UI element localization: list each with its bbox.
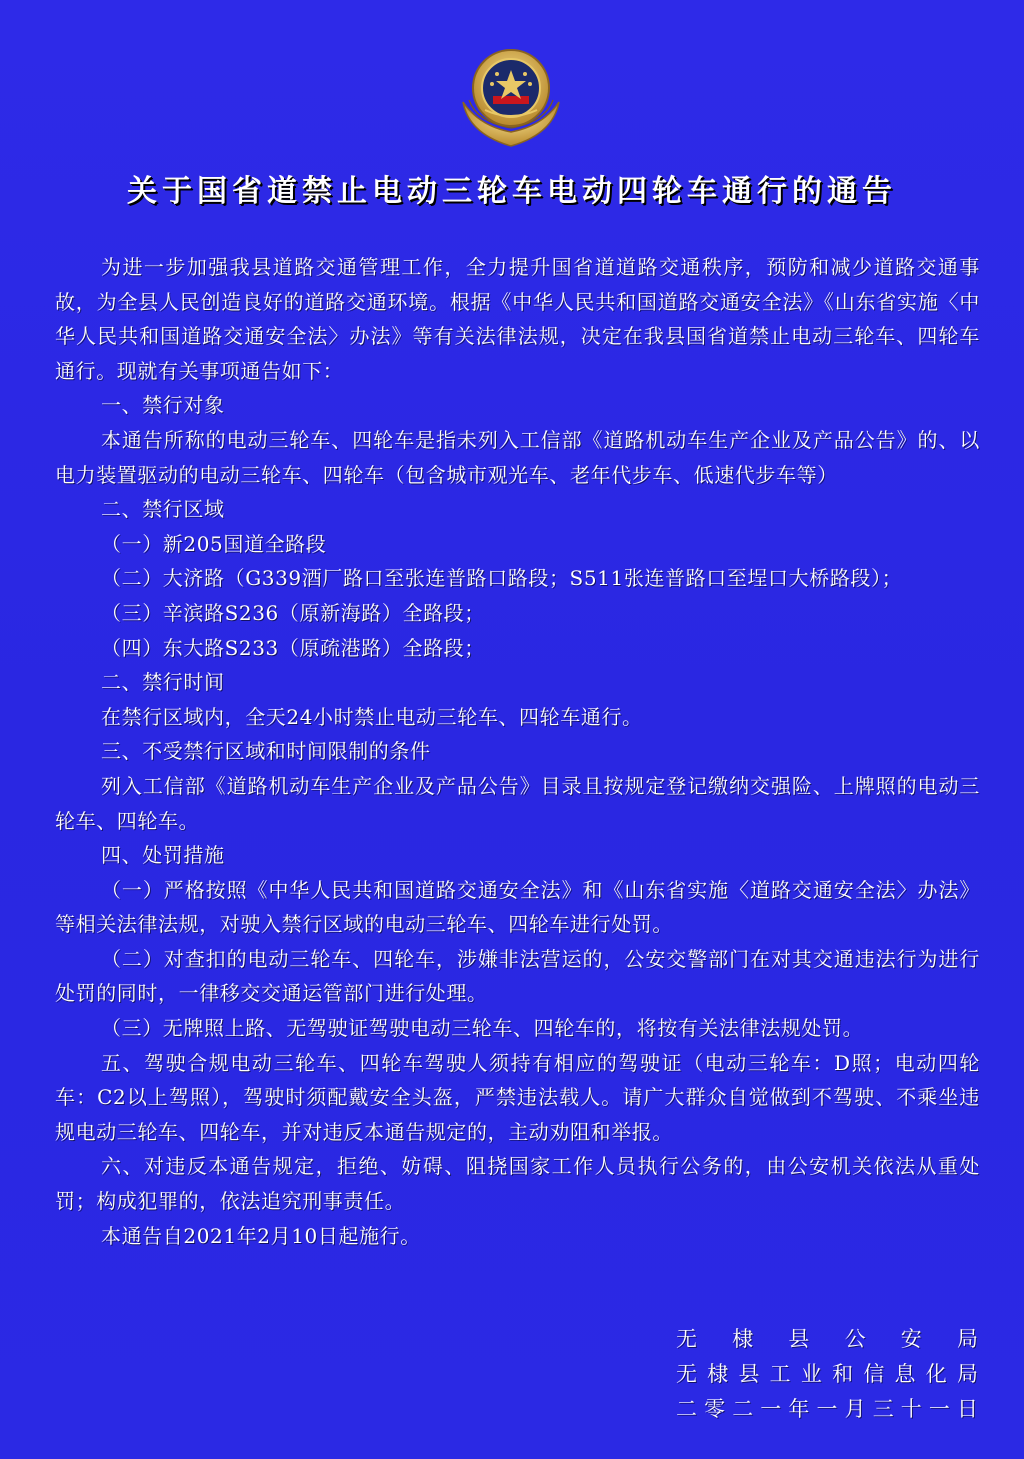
- paragraph-section-5: 五、驾驶合规电动三轮车、四轮车驾驶人须持有相应的驾驶证（电动三轮车：D照；电动四轮车：C2以上驾照），驾驶时须配戴安全头盔，严禁违法载人。请广大群众自觉做到不驾驶、不乘坐违规电动三轮车、四轮车，并对违反本通告规定的，主动劝阻和举报。: [55, 1050, 980, 1144]
- police-emblem-icon: [455, 42, 567, 150]
- list-item-penalty-2: （二）对查扣的电动三轮车、四轮车，涉嫌非法营运的，公安交警部门在对其交通违法行为进行处罚的同时，一律移交交通运管部门进行处理。: [55, 946, 980, 1006]
- list-item-area-3: （三）辛滨路S236（原新海路）全路段；: [101, 600, 485, 625]
- paragraph-section-6: 六、对违反本通告规定，拒绝、妨碍、阻挠国家工作人员执行公务的，由公安机关依法从重处罚；构成犯罪的，依法追究刑事责任。: [55, 1154, 980, 1214]
- signatory-industry-bureau: 无棣县工业和信息化局: [676, 1362, 978, 1386]
- section-heading-time: 二、禁行时间: [101, 670, 225, 695]
- section-heading-1: 一、禁行对象: [101, 393, 225, 418]
- paragraph-section-3: 列入工信部《道路机动车生产企业及产品公告》目录且按规定登记缴纳交强险、上牌照的电动三轮车、四轮车。: [55, 773, 980, 833]
- section-heading-3: 三、不受禁行区域和时间限制的条件: [101, 739, 431, 764]
- notice-title: 关于国省道禁止电动三轮车电动四轮车通行的通告: [127, 174, 897, 209]
- list-item-penalty-1: （一）严格按照《中华人民共和国道路交通安全法》和《山东省实施〈道路交通安全法〉办法》等相关法律法规，对驶入禁行区域的电动三轮车、四轮车进行处罚。: [55, 877, 980, 937]
- signature-block: [676, 1322, 978, 1427]
- paragraph-section-1: 本通告所称的电动三轮车、四轮车是指未列入工信部《道路机动车生产企业及产品公告》的、以电力装置驱动的电动三轮车、四轮车（包含城市观光车、老年代步车、低速代步车等）: [55, 427, 980, 487]
- list-item-area-4: （四）东大路S233（原疏港路）全路段；: [101, 635, 485, 660]
- paragraph-effective-date: 本通告自2021年2月10日起施行。: [101, 1223, 421, 1248]
- list-item-area-2: （二）大济路（G339酒厂路口至张连普路口路段；S511张连普路口至埕口大桥路段）；: [101, 566, 903, 591]
- signature-date: 二零二一年一月三十一日: [676, 1397, 978, 1421]
- section-heading-2: 二、禁行区域: [101, 497, 225, 522]
- paragraph-intro: 为进一步加强我县道路交通管理工作，全力提升国省道道路交通秩序，预防和减少道路交通事故，为全县人民创造良好的道路交通环境。根据《中华人民共和国道路交通安全法》《山东省实施〈中华人民共和国道路交通安全法〉办法》等有关法律法规，决定在我县国省道禁止电动三轮车、四轮车通行。现就有关事项通告如下：: [55, 255, 980, 383]
- section-heading-4: 四、处罚措施: [101, 843, 225, 868]
- list-item-area-1: （一）新205国道全路段: [101, 531, 327, 556]
- signatory-police-bureau: 无棣县公安局: [676, 1327, 978, 1351]
- notice-body: [55, 250, 980, 1253]
- paragraph-time: 在禁行区域内，全天24小时禁止电动三轮车、四轮车通行。: [101, 704, 643, 729]
- list-item-penalty-3: （三）无牌照上路、无驾驶证驾驶电动三轮车、四轮车的，将按有关法律法规处罚。: [101, 1016, 864, 1041]
